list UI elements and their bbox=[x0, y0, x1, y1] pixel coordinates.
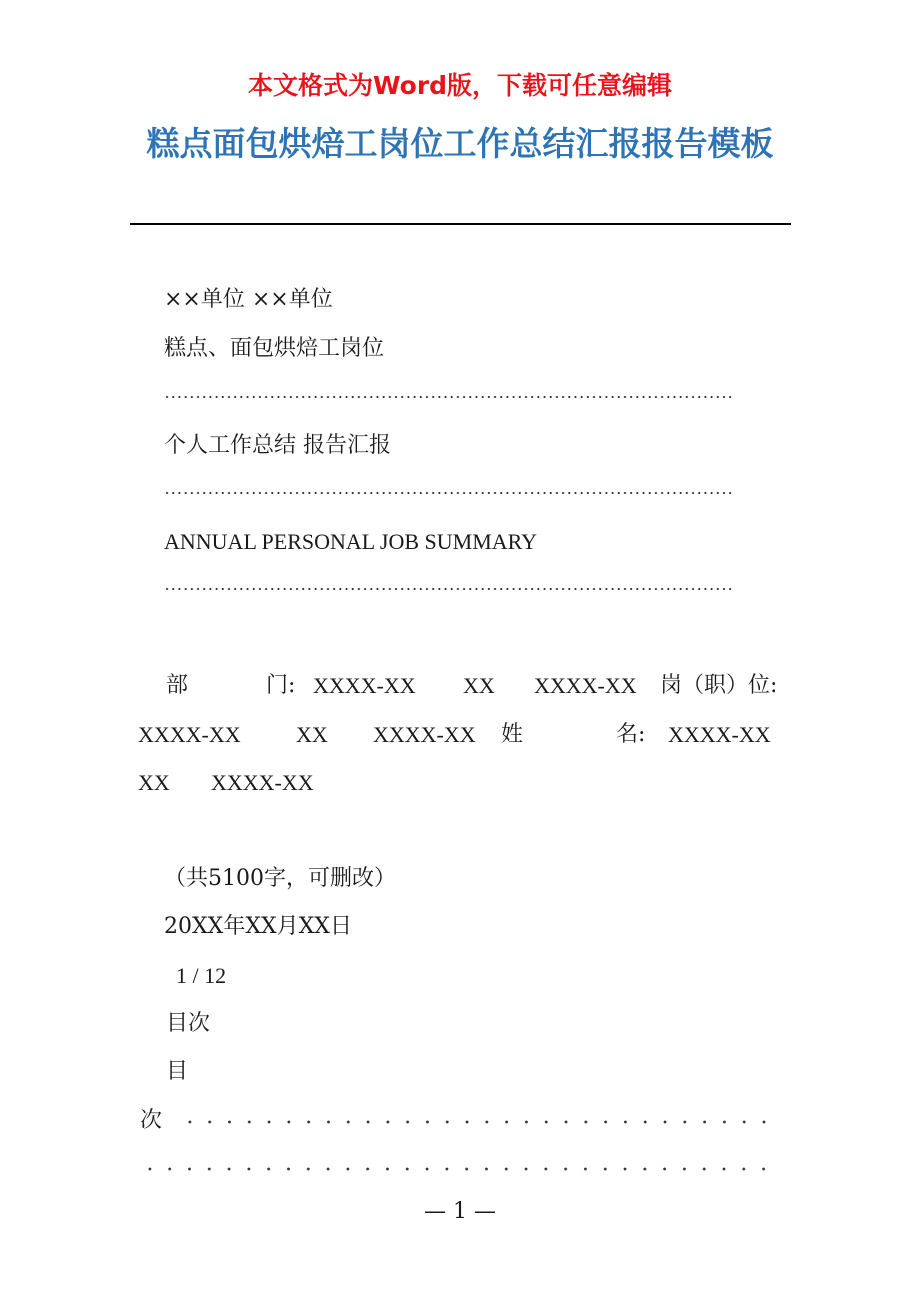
report-line: 个人工作总结 报告汇报 bbox=[164, 433, 391, 458]
name-label-part-b: 名: bbox=[616, 722, 646, 747]
word-count-note: （共5100字，可删改） bbox=[164, 866, 396, 891]
dept-label-part-b: 门: bbox=[266, 673, 296, 698]
english-subtitle: ANNUAL PERSONAL JOB SUMMARY bbox=[164, 529, 538, 554]
post-value-2: XX bbox=[296, 722, 328, 747]
page-number-footer: — 1 — bbox=[424, 1199, 496, 1224]
post-value-3: XXXX-XX bbox=[373, 722, 476, 747]
name-value-3: XXXX-XX bbox=[211, 770, 314, 795]
dotted-separator-3 bbox=[164, 588, 734, 590]
toc-heading: 目次 bbox=[166, 1011, 211, 1036]
name-label-part-a: 姓 bbox=[501, 722, 524, 747]
post-value-1: XXXX-XX bbox=[138, 722, 241, 747]
name-value-1: XXXX-XX bbox=[668, 722, 771, 747]
dotted-separator-1 bbox=[164, 396, 734, 398]
dept-value-1: XXXX-XX bbox=[313, 673, 416, 698]
page-ratio: 1 / 12 bbox=[176, 963, 227, 988]
position-line: 糕点、面包烘焙工岗位 bbox=[164, 336, 385, 361]
toc-leader-dots-1 bbox=[180, 1120, 776, 1124]
toc-entry-char-1: 目 bbox=[166, 1059, 189, 1084]
dept-value-2: XX bbox=[463, 673, 495, 698]
toc-entry-char-2: 次 bbox=[140, 1108, 163, 1133]
name-value-2: XX bbox=[138, 770, 170, 795]
title-divider bbox=[130, 223, 791, 225]
document-title: 糕点面包烘焙工岗位工作总结汇报报告模板 bbox=[146, 124, 774, 163]
toc-leader-dots-2 bbox=[140, 1167, 776, 1171]
document-date: 20XX年XX月XX日 bbox=[164, 914, 352, 939]
dotted-separator-2 bbox=[164, 492, 734, 494]
post-label: 岗（职）位: bbox=[660, 673, 778, 698]
dept-label-part-a: 部 bbox=[166, 673, 189, 698]
dept-value-3: XXXX-XX bbox=[534, 673, 637, 698]
format-notice: 本文格式为Word版，下载可任意编辑 bbox=[247, 71, 673, 100]
unit-line: ××单位 ××单位 bbox=[164, 287, 333, 312]
